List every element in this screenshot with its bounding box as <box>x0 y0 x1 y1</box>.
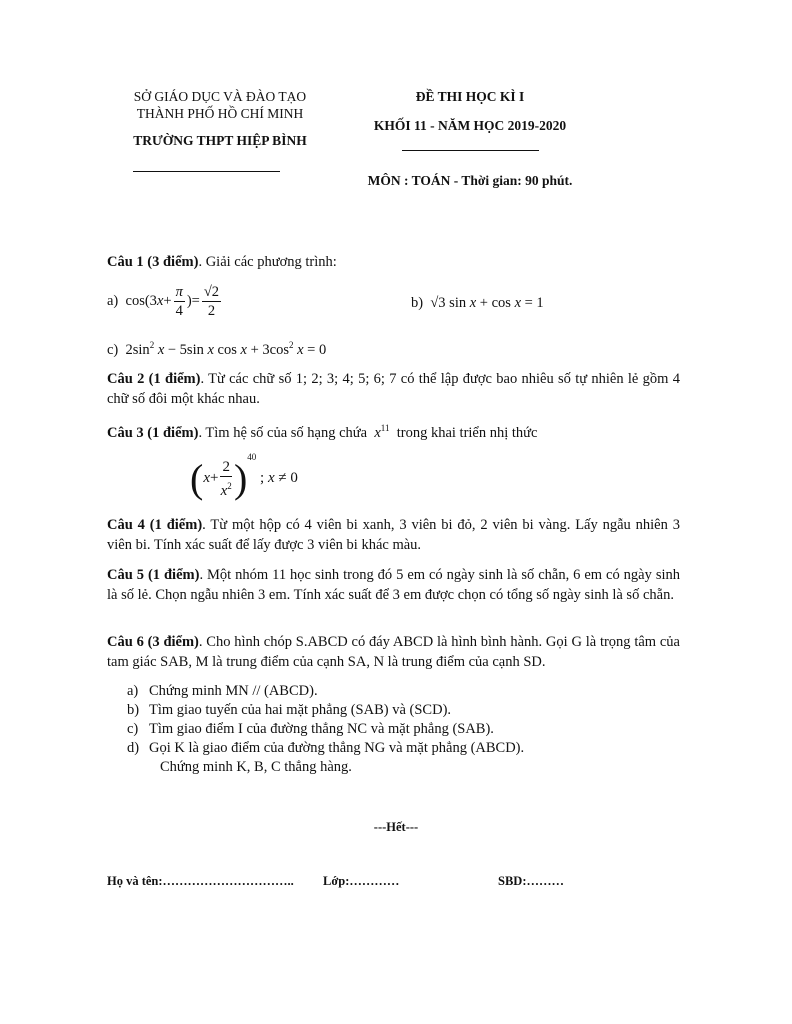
q1-text: . Giải các phương trình: <box>198 254 337 270</box>
equation-b: b) √3 sin x + cos x = 1 <box>411 295 544 311</box>
dept-line2: THÀNH PHỐ HỒ CHÍ MINH <box>136 106 304 121</box>
binomial-expression: (x+ $\frac{2}{x^2}$ )$^{40}$ ; x ≠ 0 <box>190 452 298 502</box>
equation-c: c) $2\sin^2$ x − 5sin x $\cos x + 3\cos^2$ x = 0 <box>107 340 327 358</box>
school-name: TRƯỜNG THPT HIỆP BÌNH <box>133 133 307 148</box>
q3-text-after: trong khai triển nhị thức <box>396 424 538 441</box>
q1-head: Câu 1 (3 điểm) <box>107 254 199 270</box>
question-6 <box>107 632 680 672</box>
q6-head: Câu 6 (3 điểm) <box>107 634 199 650</box>
exam-grade: KHỐI 11 - NĂM HỌC 2019-2020 <box>373 118 567 133</box>
exam-subject: MÔN : TOÁN - Thời gian: 90 phút. <box>367 173 573 188</box>
eq-b-label: b) <box>411 295 424 311</box>
footer-class: Lớp:………… <box>323 874 400 888</box>
q6-subquestions <box>127 682 524 777</box>
question-1 <box>107 252 680 272</box>
q4-head: Câu 4 (1 điểm) <box>107 517 203 533</box>
question-5 <box>107 565 680 605</box>
q3-head: Câu 3 (1 điểm) <box>107 424 199 441</box>
end-marker: ---Hết--- <box>373 820 419 834</box>
dept-name <box>105 88 335 149</box>
q6-item-c: c) Tìm giao điểm I của đường thẳng NC và mặt phẳng (SAB). <box>127 721 494 737</box>
q6-item-d: d) Gọi K là giao điểm của đường thẳng NG và mặt phẳng (ABCD). <box>127 740 525 756</box>
footer-sbd: SBD:……… <box>498 874 564 888</box>
left-divider <box>133 171 280 172</box>
exam-title: ĐỀ THI HỌC KÌ I <box>415 89 525 104</box>
footer-name: Họ và tên:………………………….. <box>107 874 294 888</box>
question-4 <box>107 515 680 555</box>
dept-line1: SỞ GIÁO DỤC VÀ ĐÀO TẠO <box>133 89 307 104</box>
question-2 <box>107 369 680 409</box>
eq-c-label: c) <box>107 341 119 358</box>
q6-item-b: b) Tìm giao tuyến của hai mặt phẳng (SAB) và (SCD). <box>127 702 452 718</box>
q5-head: Câu 5 (1 điểm) <box>107 567 200 583</box>
q6-item-d-continued: Chứng minh K, B, C thẳng hàng. <box>160 759 352 775</box>
eq-a-label: a) <box>107 292 119 309</box>
q6-text: . Cho hình chóp S.ABCD có đáy ABCD là hình bình hành. Gọi G là trọng tâm của tam giác SAB, M là trung điểm của cạnh SA, N là trung điểm của cạnh SD. <box>107 634 680 670</box>
equation-a: a) cos(3x+ $\frac{\pi}{4}$ )= $\frac{√2}{2}$ <box>107 284 220 319</box>
question-3: Câu 3 (1 điểm). Tìm hệ số của số hạng chứa $x^{11}$ trong khai triển nhị thức <box>107 423 538 441</box>
q2-head: Câu 2 (1 điểm) <box>107 371 201 387</box>
q4-text: . Từ một hộp có 4 viên bi xanh, 3 viên bi đỏ, 2 viên bi vàng. Lấy ngẫu nhiên 3 viên bi. Tính xác suất để lấy được 3 viên bi khác màu. <box>107 517 680 553</box>
q6-item-a: a) Chứng minh MN // (ABCD). <box>127 683 318 699</box>
q2-text: . Từ các chữ số 1; 2; 3; 4; 5; 6; 7 có thể lập được bao nhiêu số tự nhiên lẻ gồm 4 chữ số đôi một khác nhau. <box>107 371 680 407</box>
right-divider <box>402 150 539 151</box>
q3-text-before: . Tìm hệ số của số hạng chứa <box>198 424 368 441</box>
q5-text: . Một nhóm 11 học sinh trong đó 5 em có ngày sinh là số chẵn, 6 em có ngày sinh là số lẻ. Chọn ngẫu nhiên 3 em. Tính xác suất để 3 em được chọn có tổng số ngày sinh là số chẵn. <box>107 567 680 603</box>
